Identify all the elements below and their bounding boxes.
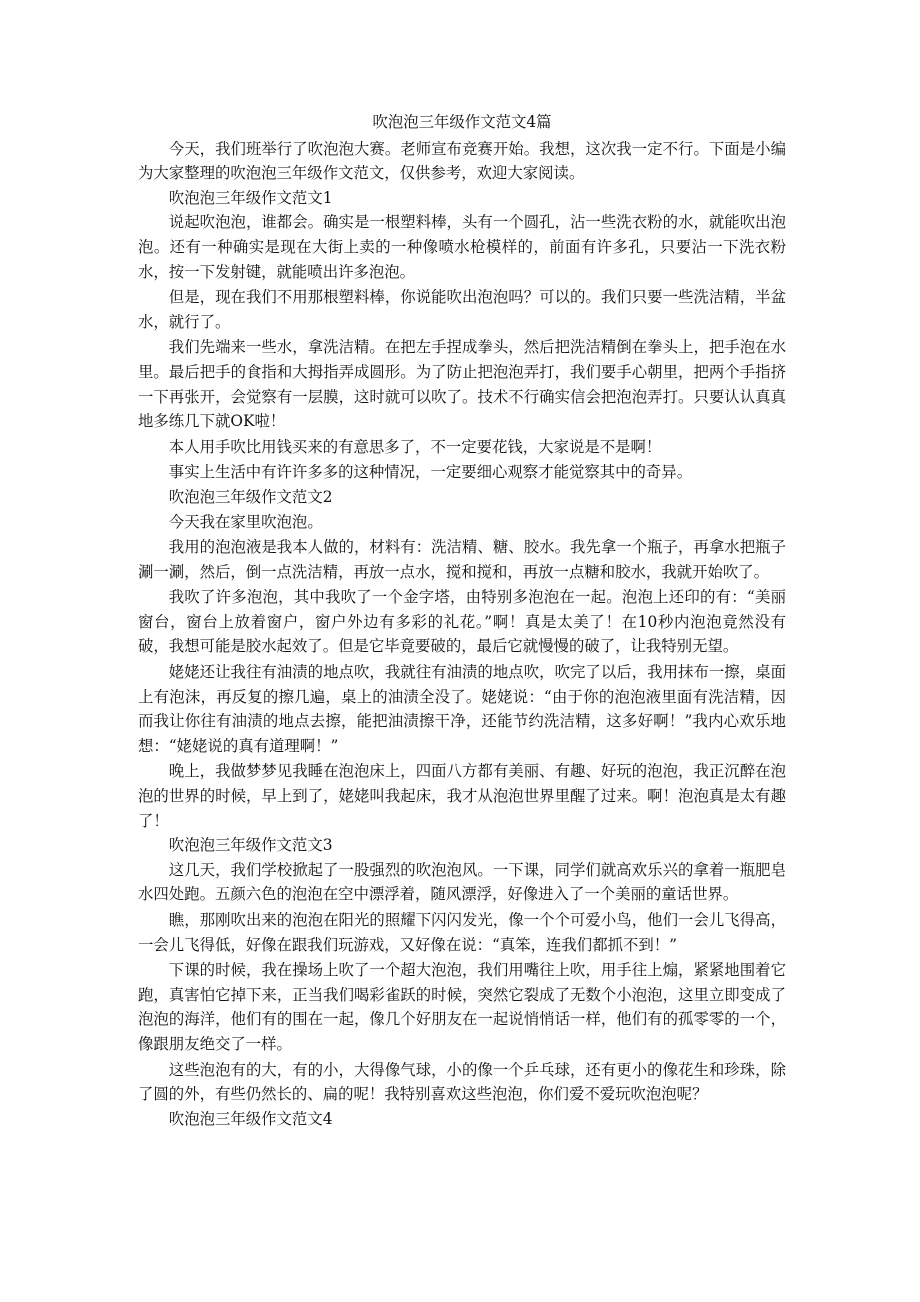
paragraph: 下课的时候，我在操场上吹了一个超大泡泡，我们用嘴往上吹，用手往上煽，紧紧地围着它跑，真害怕它掉下来，正当我们喝彩雀跃的时候，突然它裂成了无数个小泡泡，这里立即变成了泡泡的海洋，他们有的围在一起，像几个好朋友在一起说悄悄话一样，他们有的孤零零的一个，像跟朋友绝交了一样。 [138,961,786,1053]
section-heading: 吹泡泡三年级作文范文2 [168,487,333,506]
paragraph: 我吹了许多泡泡，其中我吹了一个金字塔，由特别多泡泡在一起。泡泡上还印的有：“美丽窗台，窗台上放着窗户，窗户外边有多彩的礼花。”啊！真是太美了！在10秒内泡泡竟然没有破，我想可能是胶水起效了。但是它毕竟要破的，最后它就慢慢的破了，让我特别无望。 [138,588,786,656]
paragraph: 晚上，我做梦梦见我睡在泡泡床上，四面八方都有美丽、有趣、好玩的泡泡，我正沉醉在泡泡的世界的时候，早上到了，姥姥叫我起床，我才从泡泡世界里醒了过来。啊！泡泡真是太有趣了！ [138,762,786,830]
paragraph: 这些泡泡有的大，有的小，大得像气球，小的像一个乒乓球，还有更小的像花生和珍珠，除了圆的外，有些仍然长的、扁的呢！我特别喜欢这些泡泡，你们爱不爱玩吹泡泡呢？ [138,1060,786,1104]
paragraph: 今天我在家里吹泡泡。 [168,512,323,531]
paragraph: 本人用手吹比用钱买来的有意思多了，不一定要花钱，大家说是不是啊！ [168,437,662,456]
paragraph: 瞧，那刚吹出来的泡泡在阳光的照耀下闪闪发光，像一个个可爱小鸟，他们一会儿飞得高，一会儿飞得低，好像在跟我们玩游戏，又好像在说：“真笨，连我们都抓不到！” [138,911,786,954]
section-heading: 吹泡泡三年级作文范文3 [168,836,333,855]
paragraph-list [138,137,786,1132]
paragraph: 姥姥还让我往有油渍的地点吹，我就往有油渍的地点吹，吹完了以后，我用抹布一擦，桌面上有泡沫，再反复的擦几遍，桌上的油渍全没了。姥姥说：“由于你的泡泡液里面有洗洁精，因而我让你往有油渍的地点去擦，能把油渍擦干净，还能节约洗洁精，这多好啊！”我内心欢乐地想：“姥姥说的真有道理啊！” [138,663,786,755]
document-body [138,110,786,1131]
document-title: 吹泡泡三年级作文范文4篇 [372,113,552,131]
paragraph: 我用的泡泡液是我本人做的，材料有：洗洁精、糖、胶水。我先拿一个瓶子，再拿水把瓶子涮一涮，然后，倒一点洗洁精，再放一点水，搅和搅和，再放一点糖和胶水，我就开始吹了。 [138,538,786,581]
paragraph: 今天，我们班举行了吹泡泡大赛。老师宣布竞赛开始。我想，这次我一定不行。下面是小编为大家整理的吹泡泡三年级作文范文，仅供参考，欢迎大家阅读。 [138,139,786,183]
paragraph: 我们先端来一些水，拿洗洁精。在把左手捏成拳头，然后把洗洁精倒在拳头上，把手泡在水里。最后把手的食指和大拇指弄成圆形。为了防止把泡泡弄打，我们要手心朝里，把两个手指挤一下再张开，会觉察有一层膜，这时就可以吹了。技术不行确实信会把泡泡弄打。只要认认真真地多练几下就OK啦！ [138,338,786,431]
paragraph: 这几天，我们学校掀起了一股强烈的吹泡泡风。一下课，同学们就高欢乐兴的拿着一瓶肥皂水四处跑。五颜六色的泡泡在空中漂浮着，随风漂浮，好像进入了一个美丽的童话世界。 [138,860,786,904]
paragraph: 事实上生活中有许许多多的这种情况，一定要细心观察才能觉察其中的奇异。 [168,463,693,482]
paragraph: 说起吹泡泡，谁都会。确实是一根塑料棒，头有一个圆孔，沾一些洗衣粉的水，就能吹出泡泡。还有一种确实是现在大街上卖的一种像喷水枪模样的，前面有许多孔，只要沾一下洗衣粉水，按一下发射键，就能喷出许多泡泡。 [138,213,786,281]
section-heading: 吹泡泡三年级作文范文4 [168,1109,333,1128]
paragraph: 但是，现在我们不用那根塑料棒，你说能吹出泡泡吗？可以的。我们只要一些洗洁精，半盆水，就行了。 [138,288,786,331]
section-heading: 吹泡泡三年级作文范文1 [168,188,333,207]
